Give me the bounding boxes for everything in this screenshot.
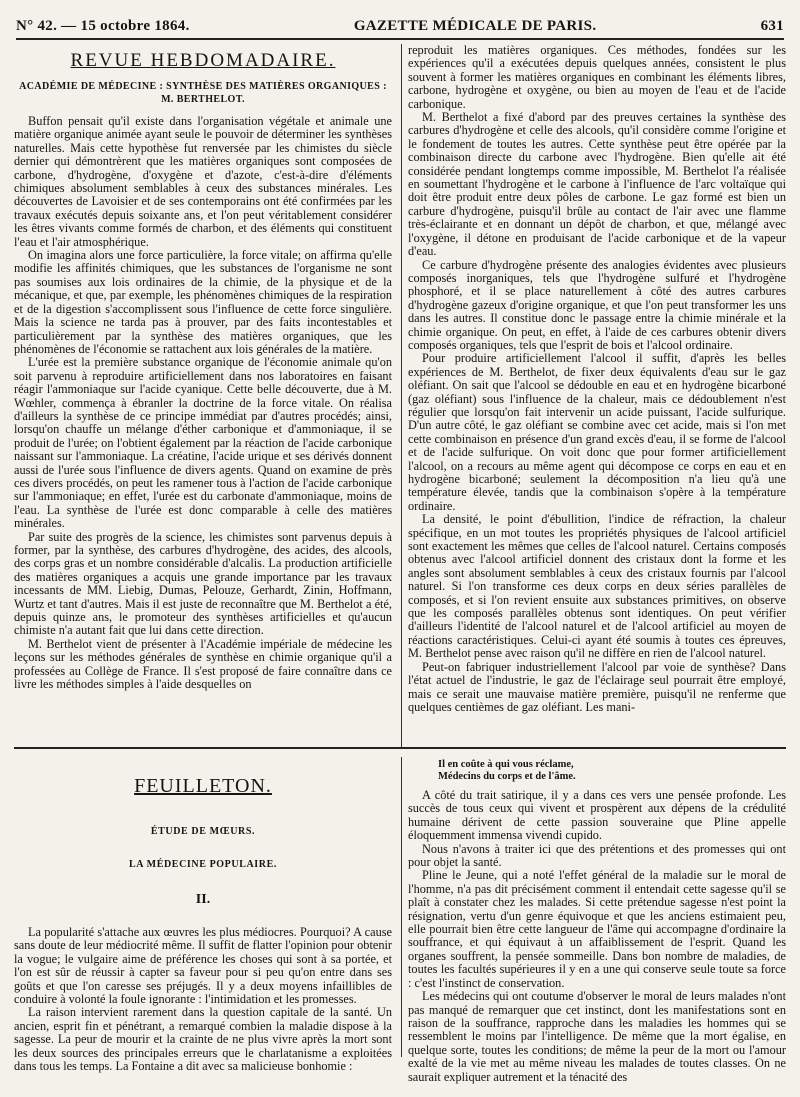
feuilleton-section-head: ÉTUDE DE MŒURS.: [150, 826, 256, 837]
verse-line: Médecins du corps et de l'âme.: [438, 771, 576, 782]
journal-title: GAZETTE MÉDICALE DE PARIS.: [353, 18, 597, 34]
column-divider: [401, 757, 402, 1057]
column-divider: [401, 44, 402, 747]
revue-right-column: [408, 44, 786, 747]
chapter-numeral: II.: [195, 892, 211, 907]
revue-paragraph: reproduit les matières organiques. Ces méthodes, fondées sur les expériences qu'il a exécutées depuis quelques années, consistent le plus souvent à former les matières organiques en combinant les éléments libres, carbone, hydrogène et oxygène, ou bien au moyen de l'eau et de l'acide carbonique.: [408, 43, 786, 111]
revue-subtitle-line2: M. BERTHELOT.: [161, 94, 245, 105]
revue-paragraph: La densité, le point d'ébullition, l'indice de réfraction, la chaleur spécifique, en un mot toutes les propriétés physiques de l'alcool artificiel sont exactement les mêmes que celles de l'alcool naturel. Certains composés obtenus avec l'alcool artificiel donnent des cristaux dont la forme et les angles sont absolument semblables à ceux des cristaux fournis par l'alcool naturel. Si l'on transforme ces deux corps en deux séries parallèles de composés, et si l'on revient ensuite aux substances primitives, on observe que les composés parallèles obtenus sont identiques. On peut vérifier d'ailleurs l'identité de l'alcool naturel et de l'alcool artificiel au moyen de réactions caractéristiques. Celui-ci ayant été soumis à toutes ces épreuves, M. Berthelot pense avec raison qu'il ne diffère en rien de l'alcool naturel.: [408, 512, 786, 661]
revue-left-column: [14, 44, 392, 747]
verse-quote: [438, 759, 786, 783]
verse-line: Il en coûte à qui vous réclame,: [438, 759, 574, 770]
page-number: 631: [760, 18, 784, 34]
feuilleton-paragraph: La raison intervient rarement dans la question capitale de la santé. Un ancien, esprit fin et pénétrant, a remarqué combien la maladie dispose à la sagesse. La peur de mourir et la crainte de ne plus vivre après la mort sont les deux sources des principales erreurs que le charlatanisme a exploitées dans tous les temps. La Fontaine a dit avec sa malicieuse bonhomie :: [14, 1005, 392, 1074]
issue-date: N° 42. — 15 octobre 1864.: [16, 18, 190, 34]
feuilleton-paragraph: La popularité s'attache aux œuvres les plus médiocres. Pourquoi? A cause sans doute de leur médiocrité même. Il suffit de flatter l'opinion pour obtenir la vogue; le vulgaire aime de préférence les choses qui sont à sa portée, et l'on est sûr de réussir à capter sa faveur pour si peu qu'on entre dans ses goûts et que l'on caresse ses préjugés. Il y a deux moyens infaillibles de conduire à volonté la foule ignorante : l'intimidation et les promesses.: [14, 925, 392, 1007]
revue-paragraph: Buffon pensait qu'il existe dans l'organisation végétale et animale une matière organique animée ayant seule le pouvoir de déterminer les synthèses naturelles. Mais cette hypothèse fut renversée par les chimistes du siècle dernier qui démontrèrent que les matières organiques sont composées de carbone, d'hydrogène, d'oxygène et d'azote, c'est-à-dire d'éléments chimiques absolument semblables à ceux des substances minérales. Les découvertes de Lavoisier et de ses contemporains ont été confirmées par les travaux exécutés depuis soixante ans, et l'on peut véritablement considérer les êtres vivants comme formés de charbon, et des éléments qui constituent l'eau et l'air atmosphérique.: [14, 114, 392, 249]
running-header: [16, 10, 784, 40]
feuilleton-left-column: [14, 757, 392, 1074]
feuilleton-paragraph: Les médecins qui ont coutume d'observer le moral de leurs malades n'ont pas manqué de remarquer que cet instinct, dont les manifestations sont en raison de la souffrance, rapproche dans les maladies les hommes qui se ressemblent le moins par l'intelligence. De même que la mort égalise, en quelque sorte, toutes les conditions; de même la peur de la mort ou l'amour exalté de la vie met au même niveau les malades de toutes classes. On ne saurait expliquer autrement et la ténacité des: [408, 989, 786, 1084]
feuilleton-paragraph: Pline le Jeune, qui a noté l'effet général de la maladie sur le moral de l'homme, n'a pas dit précisément comment il entendait cette sagesse qu'il se plaît à constater chez les malades. Si cette prétendue sagesse n'est point la résignation, vertu d'un genre équivoque et que les anciens estimaient peu, elle pourrait bien être cette langueur de l'âme qui accompagne d'ordinaire la souffrance, et qui équivaut à un affaiblissement de l'esprit. Quand les organes souffrent, la pensée sommeille. Dans bon nombre de maladies, de toutes les facultés supérieures il y en a une qui conserve seule toute sa force : c'est l'instinct de conservation.: [408, 868, 786, 990]
feuilleton-title: FEUILLETON.: [134, 775, 272, 797]
feuilleton-subsection-head: LA MÉDECINE POPULAIRE.: [129, 859, 277, 870]
revue-section: [14, 44, 786, 749]
revue-paragraph: Peut-on fabriquer industriellement l'alcool par voie de synthèse? Dans l'état actuel de l'industrie, le gaz de l'éclairage seul pourrait être employé, mais ce serait une mauvaise matière première, puisqu'il ne renferme que quelques centièmes de gaz oléfiant. Les mani-: [408, 659, 786, 714]
revue-paragraph: M. Berthelot vient de présenter à l'Académie impériale de médecine les leçons sur les méthodes générales de synthèse en chimie organique qu'il a professées au Collège de France. Il s'est proposé de faire connaître dans ce livre les méthodes simples à l'aide desquelles on: [14, 636, 392, 692]
revue-paragraph: On imagina alors une force particulière, la force vitale; on affirma qu'elle modifie les affinités chimiques, que les substances de l'organisme ne sont pas soumises aux lois ordinaires de la chimie, de la physique et de la mécanique, et que, par exemple, les phénomènes chimiques de la respiration et de la digestion s'accomplissent sous l'influence de cette force singulière. Mais la science ne tarda pas à prouver, par des faits incontestables et particulièrement par la synthèse des matières organiques, que les phénomènes de l'économie se rattachent aux lois générales de la matière.: [14, 248, 392, 356]
feuilleton-right-column: [408, 757, 786, 1084]
feuilleton-section: [14, 757, 786, 1084]
revue-title: REVUE HEBDOMADAIRE.: [70, 50, 336, 71]
revue-paragraph: Ce carbure d'hydrogène présente des analogies évidentes avec plusieurs composés inorganiques, tels que l'hydrogène sulfuré et l'hydrogène phosphoré, et il se place naturellement à côté des autres carbures d'hydrogène gazeux d'origine organique, et que l'on peut transformer les uns dans les autres. Il constitue donc le passage entre la chimie minérale et la chimie organique. On peut, en effet, à l'aide de ces carbures obtenir divers composés organiques, tels que l'esprit de bois et l'alcool ordinaire.: [408, 257, 786, 352]
feuilleton-paragraph: Nous n'avons à traiter ici que des prétentions et des promesses qui ont pour objet la santé.: [408, 841, 786, 870]
revue-paragraph: Par suite des progrès de la science, les chimistes sont parvenus depuis à former, par la synthèse, des carbures d'hydrogène, des acides, des alcools, des corps gras et un nombre considérable d'alcalis. La production artificielle des matières organiques a acquis une grande importance par les travaux incessants de MM. Liebig, Dumas, Pelouze, Gerhardt, Zinin, Hoffmann, Wurtz et tant d'autres. Mais il est juste de reconnaître que M. Berthelot a été, depuis quinze ans, le promoteur des synthèses artificielles et qu'aucun chimiste n'a autant fait que lui dans cette direction.: [14, 529, 392, 638]
revue-paragraph: L'urée est la première substance organique de l'économie animale qu'on soit parvenu à reproduire artificiellement dans nos laboratoires en faisant réagir l'ammoniaque sur l'acide cyanique. Cette belle découverte, due à M. Wœhler, commença à ébranler la doctrine de la force vitale. On réalisa d'ailleurs la synthèse de ce principe immédiat par d'autres procédés; ainsi, lorsqu'on chauffe un mélange d'éther carbonique et d'ammoniaque, il se produit de l'urée; on l'obtient également par la réaction de l'acide carbonique naissant sur l'ammoniaque. La créatine, l'acide urique et ses dérivés donnent aussi de l'urée sous l'influence de divers agents. Quand on examine de près ces divers procédés, on peut les ramener tous à l'action de l'acide carbonique sur l'ammoniaque; en effet, l'urée est du carbonate d'ammoniaque, moins de l'eau. La synthèse de l'urée est donc comparable à celle des matières minérales.: [14, 355, 392, 531]
revue-subtitle: [14, 80, 392, 106]
revue-paragraph: M. Berthelot a fixé d'abord par des preuves certaines la synthèse des carbures d'hydrogène et celle des alcools, qu'il considère comme l'origine et le fondement de toutes les autres. Cette synthèse peut être opérée par la combinaison directe du carbone avec l'hydrogène. Bien qu'elle ait été considérée pendant longtemps comme impossible, M. Berthelot l'a réalisée en soumettant l'hydrogène et le carbone à l'influence de l'arc voltaïque qui doit être produit entre deux pôles de carbone. Le gaz formé est bien un carbure d'hydrogène, puisqu'il brûle au contact de l'air avec une flamme très-éclairante et en donnant un dépôt de charbon, et que, mélangé avec l'oxygène, il détone en produisant de l'acide carbonique et de la vapeur d'eau.: [408, 110, 786, 259]
feuilleton-paragraph: A côté du trait satirique, il y a dans ces vers une pensée profonde. Les succès de tous ceux qui vivent et prospèrent aux dépens de la crédulité humaine dérivent de cette passion souveraine que Pline appelle éloquemment immensa vivendi cupido.: [408, 788, 786, 843]
revue-paragraph: Pour produire artificiellement l'alcool il suffit, d'après les belles expériences de M. Berthelot, de fixer deux équivalents d'eau sur le gaz oléfiant. On sait que l'alcool se dédouble en eau et en hydrogène bicarboné (gaz oléfiant) sous l'influence de la chaleur, mais ce dédoublement n'est régulier que lorsqu'on fait intervenir un acide puissant, l'acide sulfurique. D'un autre côté, le gaz oléfiant se combine avec cet acide, mais si l'on met cette combinaison en présence d'un grand excès d'eau, il se forme de l'alcool et de l'acide sulfurique. On voit donc que pour former artificiellement l'alcool, on a recours au même agent qui décompose ce corps en eau et en hydrogène bicarboné; seulement la décomposition n'a lieu qu'à une température élevée, tandis que la combinaison s'opère à la température ordinaire.: [408, 351, 786, 513]
revue-subtitle-line1: ACADÉMIE DE MÉDECINE : SYNTHÈSE DES MATIÈRES ORGANIQUES :: [19, 81, 387, 92]
